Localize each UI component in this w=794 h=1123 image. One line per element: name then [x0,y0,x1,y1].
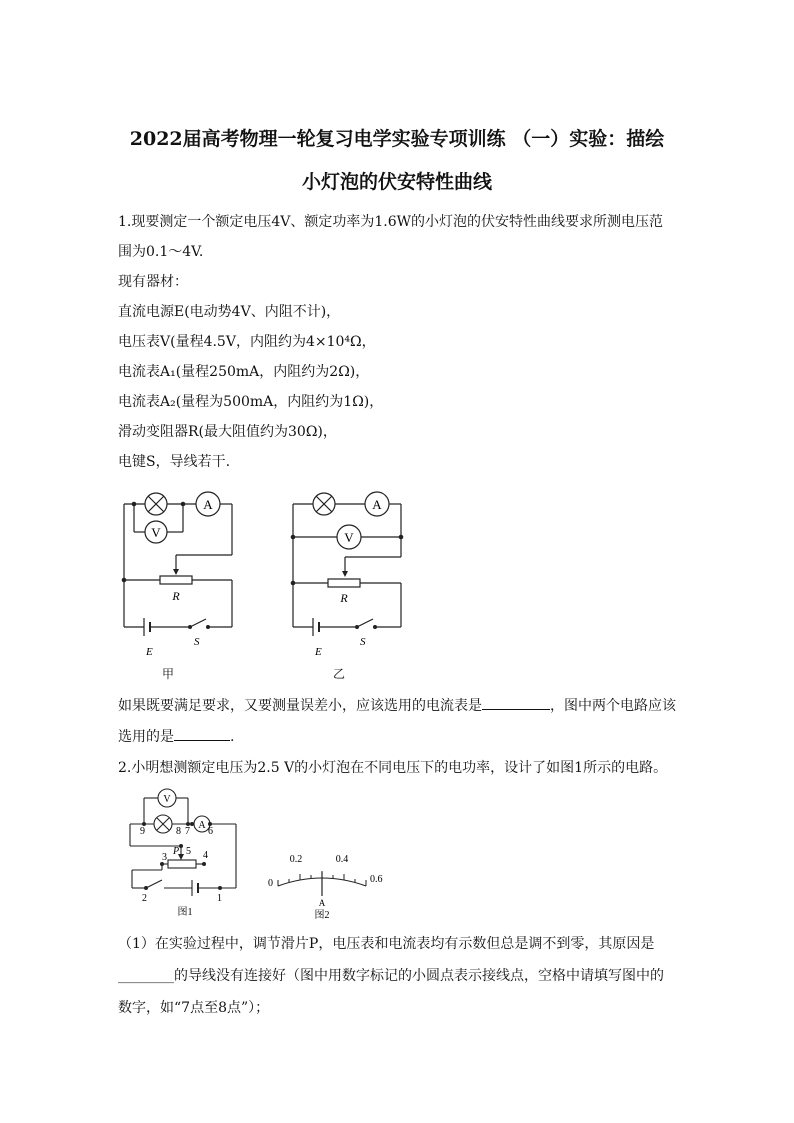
switch-icon [190,619,206,627]
answer-blank-wire[interactable]: ________ [118,968,174,984]
figure-caption-yi: 乙 [333,667,346,681]
switch-label: S [194,636,200,648]
q1-stem-line2: 围为0.1～4V. [118,244,204,260]
ammeter-label: A [203,497,213,512]
q2-sub1-line2 [118,966,664,986]
q1-ask-line2 [118,726,234,747]
node-label: 5 [186,846,191,857]
q1-equip-item: 电流表A₂(量程为500mA，内阻约为1Ω)， [118,394,384,410]
q1-equip-heading: 现有器材： [118,274,188,290]
q1-ask-text2: 选用的是 [118,729,174,745]
node-label: 7 [185,826,190,837]
rheostat-icon [328,579,360,587]
figure-caption-jia: 甲 [162,667,175,681]
q1-ask-text-end: ，图中两个电路应该 [550,698,676,714]
dial-tick-label: 0 [268,878,273,889]
q1-equip-item: 电流表A₁(量程250mA，内阻约为2Ω)， [118,364,370,380]
rheostat-label: R [172,589,180,603]
voltmeter-label: V [151,525,161,540]
page-title-line1: 2022届高考物理一轮复习电学实验专项训练 （一）实验：描绘 [129,128,665,150]
dial-tick-label: 0.2 [289,854,303,865]
circuit-diagram-yi [283,485,423,665]
dial-tick-label: 0.6 [370,874,383,885]
voltmeter-label: V [344,530,354,545]
q2-stem: 2.小明想测额定电压为2.5 V的小灯泡在不同电压下的电功率，设计了如图1所示的电路。 [118,760,668,776]
q1-stem-line1: 1.现要测定一个额定电压4V、额定功率为1.6W的小灯泡的伏安特性曲线要求所测电压范 [118,214,664,230]
circuit-diagram-fig1 [122,784,246,920]
dial-unit-label: A [318,898,326,908]
q2-sub1-line3: 数字，如“7点至8点”）； [118,1000,270,1016]
node-label: 8 [176,826,181,837]
node-label: 4 [203,850,208,861]
page-title-line2: 小灯泡的伏安特性曲线 [301,171,492,193]
rheostat-icon [168,860,196,868]
q1-equip-item: 电压表V(量程4.5V，内阻约为4×10⁴Ω， [118,334,376,350]
node-label: 2 [142,893,147,904]
answer-blank-ammeter[interactable] [482,695,550,710]
q1-equip-item: 滑动变阻器R(最大阻值约为30Ω)， [118,424,337,440]
switch-icon [146,880,162,888]
ammeter-dial-fig2 [258,848,388,920]
q1-equip-item: 直流电源E(电动势4V、内阻不计)， [118,304,341,320]
node-label: 3 [162,852,167,863]
ammeter-label: A [372,497,382,512]
node-label: 9 [140,826,145,837]
circuit-diagram-jia [110,485,250,665]
rheostat-label: R [340,591,348,605]
ammeter-label: A [198,820,206,831]
q1-equip-item: 电键S，导线若干. [118,454,231,470]
q2-sub1-line1: （1）在实验过程中，调节滑片P，电压表和电流表均有示数但总是调不到零，其原因是 [118,936,655,952]
q2-sub1-line2-text: 的导线没有连接好（图中用数字标记的小圆点表示接线点，空格中请填写图中的 [174,968,664,984]
switch-icon [357,619,373,627]
voltmeter-label: V [163,794,171,805]
node-label: 6 [208,826,213,837]
rheostat-icon [160,576,192,584]
battery-label: E [315,646,322,658]
q1-ask-text2-end: . [230,729,235,745]
switch-label: S [360,636,366,648]
slider-label: P [173,846,180,857]
answer-blank-circuit[interactable] [174,726,230,741]
figure2-caption: 图2 [314,910,330,920]
dial-tick-label: 0.4 [335,854,349,865]
q1-ask-line1 [118,695,676,716]
node-label: 1 [217,893,222,904]
battery-label: E [146,646,153,658]
q1-ask-text: 如果既要满足要求，又要测量误差小，应该选用的电流表是 [118,698,482,714]
figure1-caption: 图1 [177,907,193,918]
